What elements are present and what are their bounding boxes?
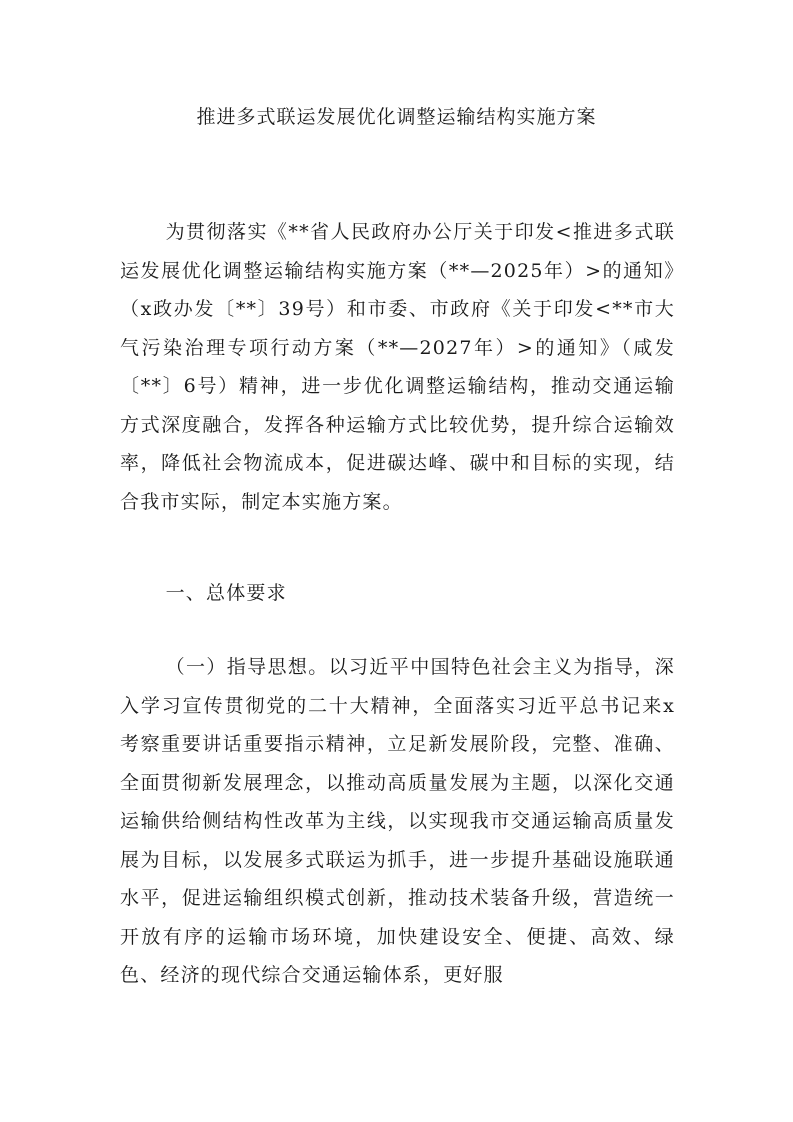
document-title: 推进多式联运发展优化调整运输结构实施方案 — [196, 106, 597, 128]
guiding-ideology-paragraph: （一）指导思想。以习近平中国特色社会主义为指导，深入学习宣传贯彻党的二十大精神，全面落实习近平总书记来x考察重要讲话重要指示精神，立足新发展阶段，完整、准确、全面贯彻新发展理念，以推动高质量发展为主题，以深化交通运输供给侧结构性改革为主线，以实现我市交通运输高质量发展为目标，以发展多式联运为抓手，进一步提升基础设施联通水平，促进运输组织模式创新，推动技术装备升级，营造统一开放有序的运输市场环境，加快建设安全、便捷、高效、绿色、经济的现代综合交通运输体系，更好服 — [120, 656, 675, 986]
section-heading: 一、总体要求 — [165, 582, 287, 604]
intro-paragraph: 为贯彻落实《**省人民政府办公厅关于印发<推进多式联运发展优化调整运输结构实施方案（**—2025年）>的通知》（x政办发〔**〕39号）和市委、市政府《关于印发<**市大气污染治理专项行动方案（**—2027年）>的通知》（咸发〔**〕6号）精神，进一步优化调整运输结构，推动交通运输方式深度融合，发挥各种运输方式比较优势，提升综合运输效率，降低社会物流成本，促进碳达峰、碳中和目标的实现，结合我市实际，制定本实施方案。 — [120, 221, 675, 513]
